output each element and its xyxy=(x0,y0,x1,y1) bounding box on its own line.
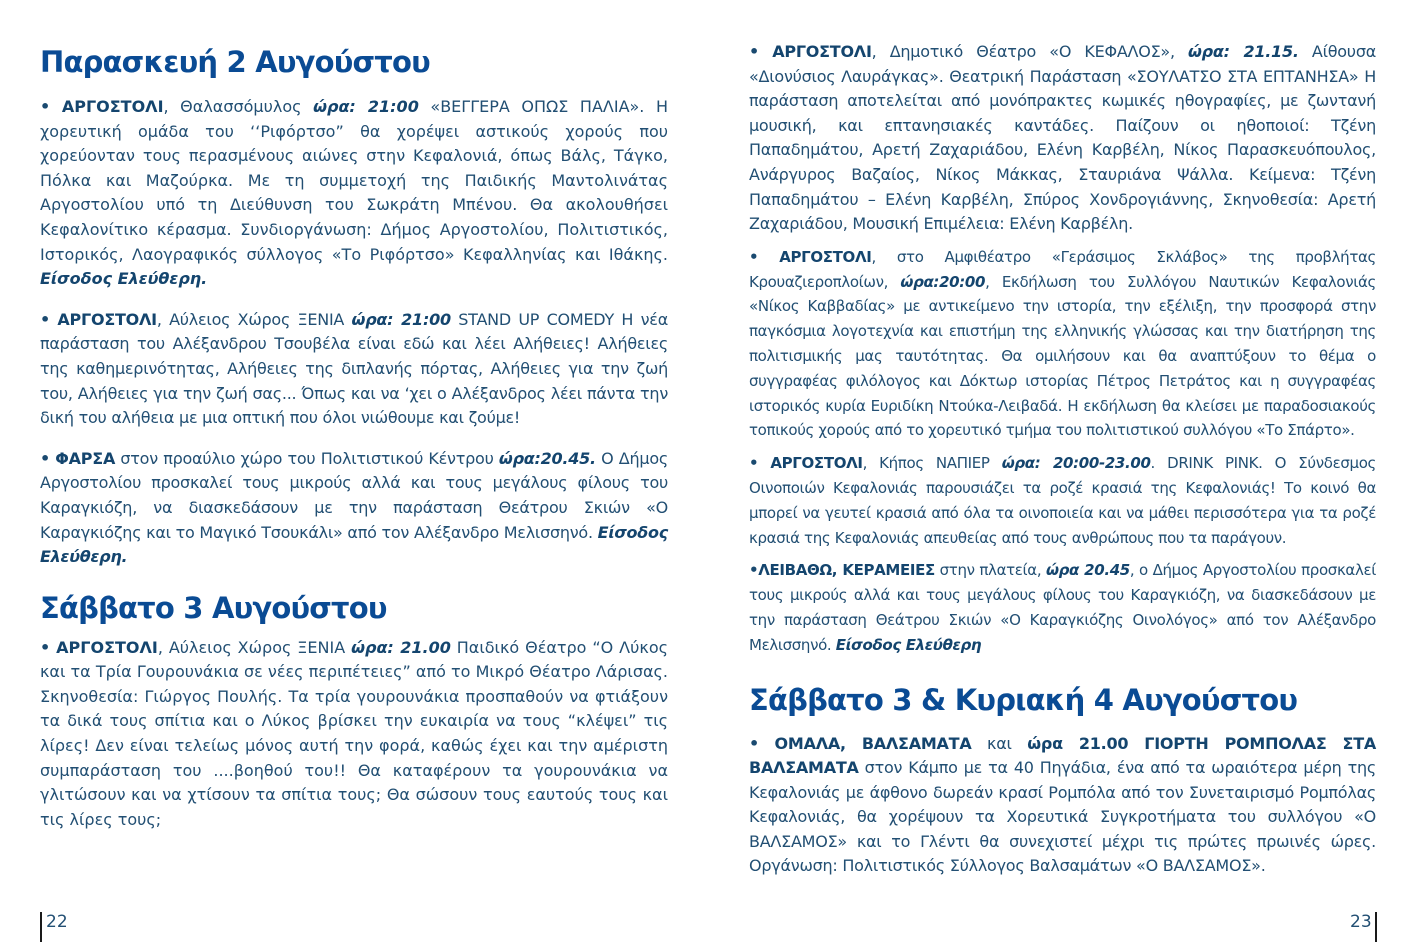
event-time: ώρα 20.45 xyxy=(1045,561,1130,580)
event-description: . DRINK PINK. Ο Σύνδεσμος Οινοποιών Κεφαλονιάς παρουσιάζει τα ροζέ κρασιά της Κεφαλονιάς! Το κοινό θα μπορεί να γευτεί κρασιά από όλα τα οινοποιεία και να μάθει περισσότερα για τα ροζέ κρασιά της Κεφαλονιάς απευθείας από τους ανθρώπους που τα παράγουν. xyxy=(749,454,1376,547)
event-time: ώρα:20.45. xyxy=(498,448,596,468)
event-location: ΑΡΓΟΣΤΟΛΙ xyxy=(57,309,157,329)
event-title: ώρα 21.00 ΓΙΟΡΤΗ ΡΟΜΠΟΛΑΣ ΣΤΑ ΒΑΛΣΑΜΑΤΑ xyxy=(749,733,1377,778)
heading-saturday: Σάββατο 3 Αυγούστου xyxy=(40,590,387,625)
event-description: Αίθουσα «Διονύσιος Λαυράγκας». Θεατρική Παράσταση «ΣΟΥΛΑΤΣΟ ΣΤΑ ΕΠΤΑΝΗΣΑ» Η παράσταση αποτελείται από μονόπρακτες κωμικές ηθογραφίες, με ζωντανή μουσική, και επτανησιακές καντάδες. Παίζουν οι ηθοποιοί: Τζένη Παπαδημάτου, Αρετή Ζαχαριάδου, Ελένη Καρβέλη, Νίκος Παρασκευόπουλος, Ανάργυρος Βαζαίος, Νίκος Μάκκας, Σταυριάνα Ψάλλα. Κείμενα: Τζένη Παπαδημάτου – Ελένη Καρβέλη, Σπύρος Χονδρογιάννης, Σκηνοθεσία: Αρετή Ζαχαριάδου, Μουσική Επιμέλεια: Ελένη Καρβέλη. xyxy=(749,42,1376,234)
event-description: «ΒΕΓΓΕΡΑ ΟΠΩΣ ΠΑΛΙΑ». Η χορευτική ομάδα του ‘‘Ριφόρτσο” θα χορέψει αστικούς χορούς που χορεύονταν τους περασμένους αιώνες στην Κεφαλονιά, όπως Βάλς, Τάγκο, Πόλκα και Μαζούρκα. Με τη συμμετοχή της Παιδικής Μαντολινάτας Αργοστολίου υπό τη Διεύθυνση του Σωκράτη Μπένου. Θα ακολουθήσει Κεφαλονίτικο κέρασμα. Συνδιοργάνωση: Δήμος Αργοστολίου, Πολιτιστικός, Ιστορικός, Λαογραφικός σύλλογος «Το Ριφόρτσο» Κεφαλληνίας και Ιθάκης. xyxy=(40,97,669,264)
heading-friday: Παρασκευή 2 Αυγούστου xyxy=(40,45,430,79)
event-location: ΑΡΓΟΣΤΟΛΙ xyxy=(779,247,872,266)
free-entry-note: Είσοδος Ελεύθερη xyxy=(835,635,982,654)
page-number-right: 23 xyxy=(1350,912,1372,932)
event-entry xyxy=(40,447,668,570)
event-entry xyxy=(749,558,1376,657)
event-location: ΑΡΓΟΣΤΟΛΙ xyxy=(770,454,863,473)
event-venue: , Θαλασσόμυλος xyxy=(163,97,314,116)
event-venue: , Κήπος ΝΑΠΙΕΡ xyxy=(862,454,1002,473)
event-time: ώρα:20:00 xyxy=(900,272,986,291)
event-venue: στον προαύλιο χώρο του Πολιτιστικού Κέντρου xyxy=(115,448,499,468)
event-venue: , Αύλειος Χώρος ΞΕΝΙΑ xyxy=(156,309,352,329)
event-entry xyxy=(40,308,668,431)
event-venue: , στο Αμφιθέατρο «Γεράσιμος Σκλάβος» της προβλήτας Κρουαζιεροπλοίων, xyxy=(749,247,1376,291)
event-description: , ο Δήμος Αργοστολίου προσκαλεί τους μικρούς αλλά και τους μεγάλους φίλους του Καραγκιόζη, να διασκεδάσουν με την παράσταση Θεάτρου Σκιών «Ο Καραγκιόζης Οινολόγος» από τον Αλέξανδρο Μελισσηνό. xyxy=(749,561,1376,654)
event-location: ΑΡΓΟΣΤΟΛΙ xyxy=(56,637,158,657)
event-description: , Εκδήλωση του Συλλόγου Ναυτικών Κεφαλονιάς «Νίκος Καββαδίας» με αντικείμενο την ιστορία, την εξέλιξη, την προσφορά στην παγκόσμια λογοτεχνία και επιστήμη της ελληνικής γλώσσας και την διατήρηση της πολιτισμικής μας ταυτότητας. Θα ομιλήσουν και θα αναπτύξουν το θέμα ο συγγραφέας φιλόλογος και Δόκτωρ ιστορίας Πέτρος Πετράτος και η συγγραφέας ιστορικός κυρία Ευριδίκη Ντούκα-Λειβαδά. Η εκδήλωση θα κλείσει με παραδοσιακούς τοπικούς χορούς από το χορευτικό τμήμα του πολιτιστικού συλλόγου «Το Σπάρτο». xyxy=(749,272,1376,440)
event-entry xyxy=(749,732,1376,880)
bullet: • xyxy=(749,454,759,473)
event-description: στον Κάμπο με τα 40 Πηγάδια, ένα από τα ωραιότερα μέρη της Κεφαλονιάς με άφθονο δωρεάν κρασί Ρομπόλα από τον Συνεταιρισμό Ρομπόλας Κεφαλονιάς, θα χορέψουν τα Χορευτικά Συγκροτήματα του συλλόγου «Ο ΒΑΛΣΑΜΟΣ» και το Γλέντι θα συνεχιστεί μέχρι τις πρώτες πρωινές ώρες. Οργάνωση: Πολιτιστικός Σύλλογος Βαλσαμάτων «Ο ΒΑΛΣΑΜΟΣ». xyxy=(749,758,1376,876)
event-entry xyxy=(749,451,1376,550)
bullet: • xyxy=(40,448,50,468)
event-location: ΑΡΓΟΣΤΟΛΙ xyxy=(61,97,164,116)
event-entry xyxy=(40,636,668,833)
event-time: ώρα: 20:00-23.00 xyxy=(1001,454,1151,473)
event-description: STAND UP COMEDY Η νέα παράσταση του Αλέξανδρου Τσουβέλα είναι εδώ και λέει Αλήθειες! Αλήθειες της καθημερινότητας, Αλήθειες της διπλανής πόρτας, Αλήθειες για την ζωή του, Αλήθειες για την ζωή σας... Όπως και να ‘χει ο Αλέξανδρος λέει πάντα την δική του αλήθεια με μια οπτική που όλοι νιώθουμε και ζούμε! xyxy=(40,309,669,428)
event-time: ώρα: 21:00 xyxy=(351,309,451,329)
event-description: Ο Δήμος Αργοστολίου προσκαλεί τους μικρούς αλλά και τους μεγάλους φίλους του Καραγκιόζη, να διασκεδάσουν με την παράσταση Θεάτρου Σκιών «Ο Καραγκιόζης και το Μαγικό Τσουκάλι» από τον Αλέξανδρο Μελισσηνό. xyxy=(40,448,669,542)
bullet: • xyxy=(749,42,759,61)
event-time: ώρα: 21:00 xyxy=(313,97,419,116)
free-entry-note: Είσοδος Ελεύθερη. xyxy=(40,269,208,289)
event-location: ΛΕΙΒΑΘΩ, ΚΕΡΑΜΕΙΕΣ xyxy=(758,561,935,580)
event-venue: , Αύλειος Χώρος ΞΕΝΙΑ xyxy=(157,637,352,657)
bullet: • xyxy=(749,247,759,266)
bullet: • xyxy=(40,637,51,657)
event-description: Παιδικό Θέατρο “Ο Λύκος και τα Τρία Γουρουνάκια σε νέες περιπέτειες” από το Μικρό Θέατρο Λάρισας. Σκηνοθεσία: Γιώργος Πουλής. Τα τρία γουρουνάκια προσπαθούν να φτιάξουν τα δικά τους σπίτια και ο Λύκος βρίσκει την ευκαιρία να τους “κλέψει” τις λίρες! Δεν είναι τελείως μόνος αυτή την φορά, καθώς έχει και την αμέριστη συμπαράσταση του ....βοηθού του!! Θα καταφέρουν τα γουρουνάκια να γλιτώσουν και να χτίσουν τα σπίτια τους; Θα σώσουν τους εαυτούς τους και τις λίρες τους; xyxy=(40,637,668,829)
event-location: ΑΡΓΟΣΤΟΛΙ xyxy=(772,42,872,61)
event-connector: και xyxy=(971,733,1028,753)
free-entry-note: Είσοδος Ελεύθερη. xyxy=(40,522,668,567)
event-venue: , Δημοτικό Θέατρο «Ο ΚΕΦΑΛΟΣ», xyxy=(871,42,1189,61)
page-number-left: 22 xyxy=(46,912,68,932)
event-location: ΟΜΑΛΑ, ΒΑΛΣΑΜΑΤΑ xyxy=(774,733,972,753)
bullet: • xyxy=(749,733,759,753)
page-edge-marker-right xyxy=(1375,912,1377,942)
event-entry xyxy=(749,245,1376,443)
event-time: ώρα: 21.15. xyxy=(1188,42,1299,61)
event-venue: στην πλατεία, xyxy=(934,561,1046,580)
event-location: ΦΑΡΣΑ xyxy=(55,448,116,468)
event-entry xyxy=(749,40,1376,237)
bullet: • xyxy=(40,309,50,329)
page-edge-marker-left xyxy=(40,912,42,942)
bullet: • xyxy=(749,561,759,580)
right-page xyxy=(749,0,1376,879)
bullet: • xyxy=(40,97,51,116)
heading-saturday-sunday: Σάββατο 3 & Κυριακή 4 Αυγούστου xyxy=(749,682,1298,717)
left-page xyxy=(40,0,668,832)
event-time: ώρα: 21.00 xyxy=(351,637,451,657)
event-entry xyxy=(40,95,668,292)
